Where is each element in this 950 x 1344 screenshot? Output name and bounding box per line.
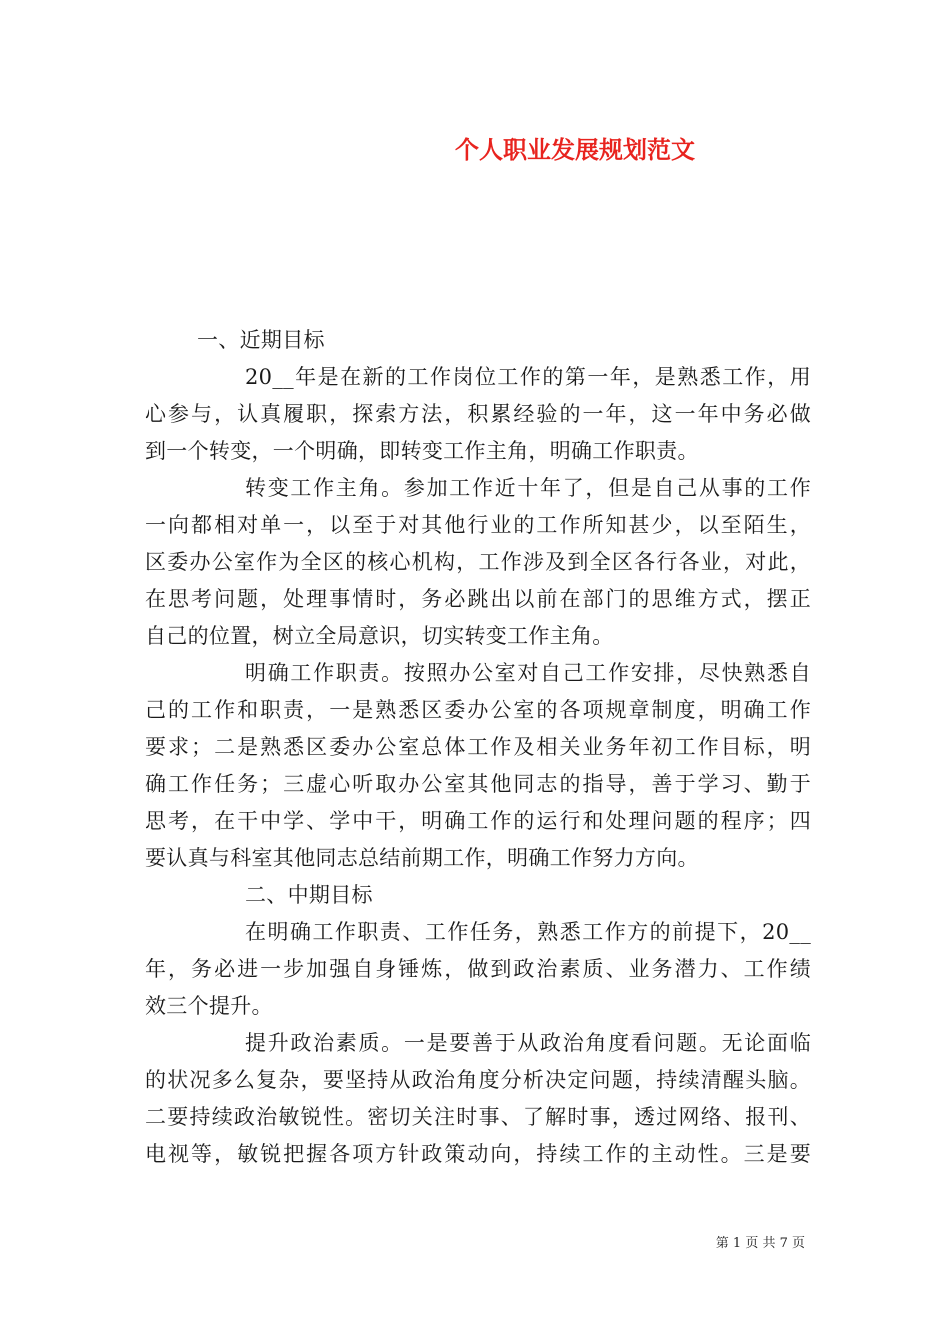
- paragraph-line: 要求；二是熟悉区委办公室总体工作及相关业务年初工作目标，明: [145, 735, 811, 759]
- paragraph-line: 的状况多么复杂，要坚持从政治角度分析决定问题，持续清醒头脑。: [145, 1068, 811, 1092]
- paragraph-line: 明确工作职责。按照办公室对自己工作安排，尽快熟悉自: [245, 661, 811, 685]
- document-body: [145, 322, 811, 1173]
- paragraph-line: 电视等，敏锐把握各项方针政策动向，持续工作的主动性。三是要: [145, 1142, 811, 1166]
- paragraph-line: 自己的位置，树立全局意识，切实转变工作主角。: [145, 624, 614, 648]
- paragraph-line: 思考，在干中学、学中干，明确工作的运行和处理问题的程序；四: [145, 809, 811, 833]
- paragraph-line: 在思考问题，处理事情时，务必跳出以前在部门的思维方式，摆正: [145, 587, 811, 611]
- page-number-footer: 第 1 页 共 7 页: [715, 1236, 805, 1251]
- section-heading-near-term: 一、近期目标: [197, 328, 325, 352]
- paragraph-line: 到一个转变，一个明确，即转变工作主角，明确工作职责。: [145, 439, 699, 463]
- paragraph-line: 二要持续政治敏锐性。密切关注时事、了解时事，透过网络、报刊、: [145, 1105, 811, 1129]
- document-title: 个人职业发展规划范文: [455, 135, 695, 164]
- paragraph-line: 效三个提升。: [145, 994, 273, 1018]
- section-heading-mid-term: 二、中期目标: [245, 883, 373, 907]
- paragraph-line: 20__年是在新的工作岗位工作的第一年，是熟悉工作，用: [245, 365, 811, 389]
- paragraph-line: 提升政治素质。一是要善于从政治角度看问题。无论面临: [245, 1031, 811, 1055]
- paragraph-line: 在明确工作职责、工作任务，熟悉工作方的前提下，20__: [245, 920, 811, 944]
- paragraph-line: 要认真与科室其他同志总结前期工作，明确工作努力方向。: [145, 846, 699, 870]
- paragraph-line: 区委办公室作为全区的核心机构，工作涉及到全区各行各业，对此，: [145, 550, 811, 574]
- paragraph-line: 年，务必进一步加强自身锤炼，做到政治素质、业务潜力、工作绩: [145, 957, 811, 981]
- paragraph-line: 心参与，认真履职，探索方法，积累经验的一年，这一年中务必做: [145, 402, 811, 426]
- paragraph-line: 转变工作主角。参加工作近十年了，但是自己从事的工作: [245, 476, 811, 500]
- paragraph-line: 己的工作和职责，一是熟悉区委办公室的各项规章制度，明确工作: [145, 698, 811, 722]
- paragraph-line: 一向都相对单一，以至于对其他行业的工作所知甚少，以至陌生，: [145, 513, 811, 537]
- paragraph-line: 确工作任务；三虚心听取办公室其他同志的指导，善于学习、勤于: [145, 772, 811, 796]
